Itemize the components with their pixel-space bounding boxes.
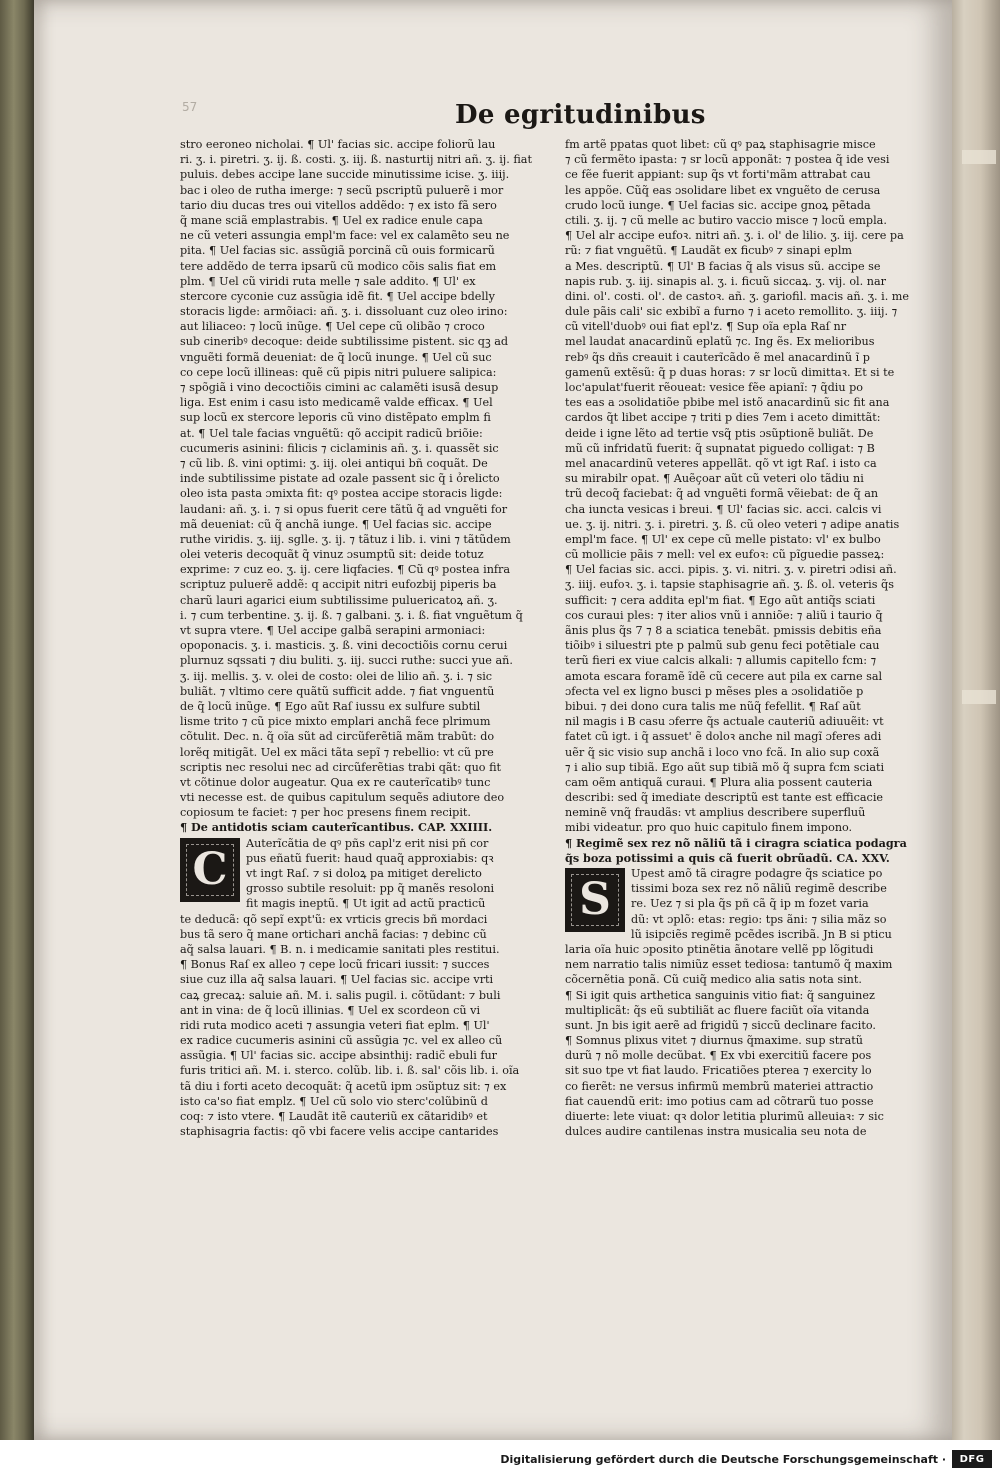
text-line: dini. ol'. costi. ol'. de castoꝛ. añ. ʒ. gariofil. macis añ. ʒ. i. me bbox=[565, 289, 910, 303]
text-line: cam oẽm antiquã curaui. ¶ Plura alia possent cauteria bbox=[565, 775, 873, 789]
dfg-logo: DFG bbox=[952, 1450, 992, 1468]
text-line: furis tritici añ. M. i. sterco. colũb. lib. i. ß. sal' cõis lib. i. oĩa bbox=[180, 1064, 520, 1078]
running-head: De egritudinibus bbox=[455, 100, 706, 130]
text-line: sit suo tpe vt fiat laudo. Fricatiões pterea ⁊ exercity lo bbox=[565, 1064, 872, 1078]
folio-number: 57 bbox=[182, 100, 198, 114]
left-lines-a bbox=[180, 137, 545, 820]
text-line: at. ¶ Uel tale facias vnguẽtũ: qõ accipit radicũ briõie: bbox=[180, 426, 483, 440]
text-line: stercore cyconie cuz assũgia idẽ fit. ¶ Uel accipe bdelly bbox=[180, 289, 495, 303]
text-line: empl'm face. ¶ Ul' ex cepe cũ melle pistato: vl' ex bulbo bbox=[565, 532, 881, 546]
text-line: ¶ Bonus Raſ ex alleo ⁊ cepe locũ fricari iussit: ⁊ succes bbox=[180, 958, 490, 972]
text-line: mel anacardinũ veteres appellãt. qõ vt igt Raſ. i isto ca bbox=[565, 456, 877, 470]
text-line: ctili. ʒ. ij. ⁊ cũ melle ac butiro vaccio misce ⁊ locũ empla. bbox=[565, 213, 887, 227]
text-line: napis rub. ʒ. iij. sinapis al. ʒ. i. ficuũ siccaꝝ. ʒ. vij. ol. nar bbox=[565, 274, 886, 288]
initial-lines bbox=[246, 836, 545, 912]
text-line: tario diu ducas tres oui vitellos addẽdo: ⁊ ex isto fã sero bbox=[180, 198, 497, 212]
text-line: storacis ligde: armõiaci: añ. ʒ. i. dissoluant cuz oleo irino: bbox=[180, 305, 508, 319]
initial-block bbox=[565, 866, 930, 942]
text-line: mũ cũ infridatũ fuerit: q̃ supnatat piguedo colligat: ⁊ B bbox=[565, 441, 875, 455]
text-line: ʒ. iiij. eufoꝛ. ʒ. i. tapsie staphisagrie añ. ʒ. ß. ol. veteris q̃s bbox=[565, 578, 894, 592]
text-line: aut liliaceo: ⁊ locũ inũge. ¶ Uel cepe cũ olibão ⁊ croco bbox=[180, 320, 485, 334]
text-line: tissimi boza sex rez nõ nãliũ regimẽ describe bbox=[631, 882, 887, 896]
text-line: co cepe locũ illineas: quẽ cũ pipis nitri puluere salipica: bbox=[180, 365, 497, 379]
text-line: bac i oleo de rutha imerge: ⁊ secũ pscriptũ puluerẽ i mor bbox=[180, 183, 504, 197]
text-line: ¶ Somnus plixus vitet ⁊ diurnus q̃maxime. sup stratũ bbox=[565, 1034, 863, 1048]
chapter-heading: ¶ De antidotis sciam cauterĩcantibus. CAP. XXIIII. bbox=[180, 820, 493, 835]
text-line: dũ: vt ɔplõ: etas: regio: tps ãni: ⁊ silia mãz so bbox=[631, 912, 887, 926]
text-line: ue. ʒ. ij. nitri. ʒ. i. piretri. ʒ. ß. cũ oleo veteri ⁊ adipe anatis bbox=[565, 517, 900, 531]
text-line: ãnis plus q̃s 7 ⁊ 8 a sciatica tenebãt. pmissis debitis eña bbox=[565, 624, 882, 637]
text-line: cõtulit. Dec. n. q̃ oĩa sũt ad circũferẽtiã mãm trabũt: do bbox=[180, 730, 495, 744]
decorated-initial: S bbox=[565, 868, 625, 932]
text-line: ⁊ i alio sup tibiã. Ego aũt sup tibiã mõ q̃ supra fcm sciati bbox=[565, 760, 885, 774]
text-line: grosso subtile resoluit: pp q̃ manẽs resoloni bbox=[246, 882, 495, 896]
text-line: cõcernẽtia ponã. Cũ cuiq̃ medico alia satis nota sint. bbox=[565, 973, 862, 987]
text-line: i. ⁊ cum terbentine. ʒ. ij. ß. ⁊ galbani. ʒ. i. ß. fiat vnguẽtum q̃ bbox=[180, 608, 523, 622]
text-line: fiat cauendũ erit: imo potius cam ad cõtrarũ tuo posse bbox=[565, 1094, 874, 1108]
text-line: charũ lauri agarici eium subtilissime puluericatoꝝ añ. ʒ. bbox=[180, 593, 498, 607]
right-text-column bbox=[565, 137, 930, 1139]
text-line: mibi videatur. pro quo huic capitulo finem impono. bbox=[565, 821, 853, 835]
text-line: sub cineribꝰ decoque: deide subtilissime pistent. sic qꝫ ad bbox=[180, 335, 509, 349]
text-line: vt ingt Raſ. ⁊ si doloꝝ pa mitiget derelicto bbox=[246, 867, 482, 880]
text-line: deide i igne lẽto ad tertie vsq̃ ptis ɔsũptionẽ buliãt. De bbox=[565, 426, 874, 440]
text-line: rebꝰ q̃s dñs creauit i cauterĩcãdo ẽ mel anacardinũ ĩ p bbox=[565, 350, 870, 364]
page-edge-strip bbox=[962, 150, 996, 164]
text-line: crudo locũ iunge. ¶ Uel facias sic. accipe gnoꝝ pẽtada bbox=[565, 198, 871, 212]
text-line: sup locũ ex stercore leporis cũ vino distẽpato emplm fi bbox=[180, 411, 491, 425]
text-line: stro eeroneo nicholai. ¶ Ul' facias sic. accipe foliorũ lau bbox=[180, 138, 496, 151]
text-line: pus eñatũ fuerit: haud quaq̃ approxiabis: qꝛ bbox=[246, 851, 494, 865]
text-line: liga. Est enim i casu isto medicamẽ valde efficax. ¶ Uel bbox=[180, 396, 493, 410]
text-line: rũ: ⁊ fiat vnguẽtũ. ¶ Laudãt ex ficubꝰ ⁊ sinapi eplm bbox=[565, 244, 853, 258]
text-line: tiõibꝰ i siluestri pte p palmũ sub genu feci potẽtiale cau bbox=[565, 639, 880, 653]
text-line: cardos q̃t libet accipe ⁊ triti p dies 7em i aceto dimittãt: bbox=[565, 411, 881, 425]
text-line: cha iuncta vesicas i breui. ¶ Ul' facias sic. acci. calcis vi bbox=[565, 502, 882, 516]
text-line: tã diu i forti aceto decoquãt: q̃ acetũ ipm ɔsũptuz sit: ⁊ ex bbox=[180, 1079, 507, 1093]
text-line: ant in vina: de q̃ locũ illinias. ¶ Uel ex scordeon cũ vi bbox=[180, 1003, 481, 1017]
text-line: de q̃ locũ inũge. ¶ Ego aũt Raſ iussu ex sulfure subtil bbox=[180, 699, 481, 713]
text-line: cucumeris asinini: filicis ⁊ ciclaminis añ. ʒ. i. quassẽt sic bbox=[180, 441, 499, 455]
text-line: coq: ⁊ isto vtere. ¶ Laudãt itẽ cauteriũ ex cãtaridibꝰ et bbox=[180, 1110, 488, 1123]
text-line: loc'apulat'fuerit rẽoueat: vesice fẽe apianĩ: ⁊ q̃diu po bbox=[565, 381, 863, 394]
text-line: pita. ¶ Uel facias sic. assũgiã porcinã cũ ouis formicarũ bbox=[180, 244, 495, 258]
text-line: laudani: añ. ʒ. i. ⁊ si opus fuerit cere tãtũ q̃ ad vnguẽti for bbox=[180, 502, 508, 516]
text-line: copiosum te faciet: ⁊ per hoc presens finem recipit. bbox=[180, 806, 471, 820]
decorated-initial: C bbox=[180, 838, 240, 902]
text-line: siue cuz illa aq̃ salsa lauari. ¶ Uel facias sic. accipe vrti bbox=[180, 973, 494, 987]
text-line: ʒ. iij. mellis. ʒ. v. olei de costo: olei de lilio añ. ʒ. i. ⁊ sic bbox=[180, 669, 493, 683]
text-line: nem narratio talis nimiũz esset tediosa: tantumõ q̃ maxim bbox=[565, 958, 893, 972]
digitization-credit: Digitalisierung gefördert durch die Deutsche Forschungsgemeinschaft · bbox=[500, 1453, 946, 1466]
text-line: bus tã sero q̃ mane ortichari anchã facias: ⁊ debinc cũ bbox=[180, 927, 487, 941]
text-line: les appõe. Cũq̃ eas ɔsolidare libet ex vnguẽto de cerusa bbox=[565, 183, 881, 197]
text-line: ⁊ cũ fermẽto ipasta: ⁊ sr locũ apponãt: ⁊ postea q̃ ide vesi bbox=[565, 153, 890, 167]
text-line: tere addẽdo de terra ipsarũ cũ modico cõis salis fiat em bbox=[180, 259, 497, 273]
text-line: te deducã: qõ sepĩ expt'ũ: ex vrticis grecis bñ mordaci bbox=[180, 912, 488, 926]
text-line: describi: sed q̃ imediate descriptũ est tante est efficacie bbox=[565, 791, 884, 805]
text-line: ri. ʒ. i. piretri. ʒ. ij. ß. costi. ʒ. iij. ß. nasturtij nitri añ. ʒ. ij. fiat bbox=[180, 153, 532, 167]
text-line: sunt. Jn bis igit aerẽ ad frigidũ ⁊ siccũ declinare facito. bbox=[565, 1018, 876, 1032]
text-line: ruthe viridis. ʒ. iij. sglle. ʒ. ij. ⁊ tãtuz i lib. i. vini ⁊ tãtũdem bbox=[180, 532, 511, 546]
text-line: mã deueniat: cũ q̃ anchã iunge. ¶ Uel facias sic. accipe bbox=[180, 517, 492, 531]
text-line: fit magis ineptũ. ¶ Ut igit ad actũ practicũ bbox=[246, 897, 486, 911]
text-line: Upest amõ tã ciragre podagre q̃s sciatice po bbox=[631, 867, 883, 880]
text-line: gamenũ extẽsũ: q̃ p duas horas: ⁊ sr locũ dimittaꝛ. Et si te bbox=[565, 365, 895, 379]
text-line: amota escara foramẽ ĩdẽ cũ cecere aut pila ex carne sal bbox=[565, 669, 883, 683]
text-line: laria oĩa huic ɔposito ptinẽtia ãnotare vellẽ pp lõgitudi bbox=[565, 942, 874, 956]
text-line: vt cõtinue dolor augeatur. Qua ex re cauterĩcatibꝰ tunc bbox=[180, 775, 491, 789]
text-line: terũ fieri ex viue calcis alkali: ⁊ allumis capitello fcm: ⁊ bbox=[565, 654, 877, 668]
text-line: dulces audire cantilenas instra musicalia seu nota de bbox=[565, 1125, 867, 1139]
text-line: ¶ Uel alr accipe eufoꝛ. nitri añ. ʒ. i. ol' de lilio. ʒ. iij. cere pa bbox=[565, 229, 904, 243]
text-line: mel laudat anacardinũ eplatũ ⁊c. Ing ẽs. Ex melioribus bbox=[565, 335, 875, 349]
text-line: isto ca'so fiat emplz. ¶ Uel cũ solo vio sterc'colũbinũ d bbox=[180, 1094, 488, 1108]
text-line: trũ decoq̃ faciebat: q̃ ad vnguẽti formã vẽiebat: de q̃ an bbox=[565, 487, 879, 501]
initial-lines bbox=[631, 866, 930, 942]
text-line: inde subtilissime pistate ad ozale passent sic q̃ i ỏrelicto bbox=[180, 472, 500, 486]
text-line: fatet cũ igt. i q̃ assuet' ẽ doloꝛ anche nil magĩ ɔferes adi bbox=[565, 730, 882, 744]
right-lines-b bbox=[565, 942, 930, 1139]
text-line: lũ isipciẽs regimẽ pcẽdes iscribã. Jn B si pticu bbox=[631, 927, 892, 941]
book-right-edge bbox=[952, 0, 1000, 1440]
text-line: dule pãis cali' sic exbibĩ a furno ⁊ i aceto remollito. ʒ. iiij. ⁊ bbox=[565, 305, 898, 319]
text-line: exprime: ⁊ cuz eo. ʒ. ij. cere liqfacies. ¶ Cũ qꝰ postea infra bbox=[180, 563, 511, 577]
text-line: puluis. debes accipe lane succide minutissime icise. ʒ. iiij. bbox=[180, 168, 510, 182]
text-line: ¶ Si igit quis arthetica sanguinis vitio fiat: q̃ sanguinez bbox=[565, 988, 875, 1002]
text-line: nil magis i B casu ɔferre q̃s actuale cauteriũ adiuuẽit: vt bbox=[565, 715, 884, 729]
left-text-column bbox=[180, 137, 545, 1139]
chapter-heading-cont: q̃s boza potissimi a quis cã fuerit obrũadũ. CA. XXV. bbox=[565, 850, 890, 865]
right-lines-a bbox=[565, 137, 930, 836]
text-line: plm. ¶ Uel cũ viridi ruta melle ⁊ sale addito. ¶ Ul' ex bbox=[180, 274, 476, 288]
text-line: a Mes. descriptũ. ¶ Ul' B facias q̃ als visus sũ. accipe se bbox=[565, 259, 881, 273]
text-line: re. Uez ⁊ si pla q̃s pñ cã q̃ ip m fozet varia bbox=[631, 897, 869, 911]
text-line: bibui. ⁊ dei dono cura talis me nũq̃ fefellit. ¶ Raſ aũt bbox=[565, 699, 861, 713]
text-line: ¶ Uel facias sic. acci. pipis. ʒ. vi. nitri. ʒ. v. piretri ɔdisi añ. bbox=[565, 563, 897, 577]
text-line: scriptis nec resolui nec ad circũferẽtias trabi qãt: quo fit bbox=[180, 760, 502, 774]
text-line: staphisagria factis: qõ vbi facere velis accipe cantarides bbox=[180, 1125, 499, 1139]
text-line: q̃ mane sciã emplastrabis. ¶ Uel ex radice enule capa bbox=[180, 213, 483, 227]
text-line: plurnuz sqssati ⁊ diu buliti. ʒ. iij. succi ruthe: succi yue añ. bbox=[180, 654, 513, 668]
text-line: vt supra vtere. ¶ Uel accipe galbã serapini armoniaci: bbox=[180, 624, 486, 637]
text-line: su mirabilr opat. ¶ Auẽçoar aũt cũ veteri olo tãdiu ni bbox=[565, 472, 864, 486]
left-lines-b bbox=[180, 912, 545, 1140]
text-line: co fierẽt: ne versus infirmũ membrũ materiei attractio bbox=[565, 1079, 874, 1093]
text-line: opoponacis. ʒ. i. masticis. ʒ. ß. vini decoctiõis cornu cerui bbox=[180, 639, 508, 653]
text-line: ɔfecta vel ex ligno busci p mẽses ples a ɔsolidatiõe p bbox=[565, 684, 864, 698]
text-line: Auterĩcãtia de qꝰ pñs capl'z erit nisi pñ cor bbox=[246, 836, 489, 850]
text-line: olei veteris decoquãt q̃ vinuz ɔsumptũ sit: deide totuz bbox=[180, 548, 484, 562]
text-line: ⁊ spõgiã i vino decoctiõis cimini ac calamẽti isusã desup bbox=[180, 381, 499, 394]
text-line: cũ mollicie pãis ⁊ mell: vel ex eufoꝛ: cũ pĩguedie passeꝝ: bbox=[565, 548, 885, 562]
text-line: ⁊ cũ lib. ß. vini optimi: ʒ. iij. olei antiqui bñ coquãt. De bbox=[180, 456, 488, 470]
text-line: ne cũ veteri assungia empl'm face: vel ex calamẽto seu ne bbox=[180, 229, 510, 243]
text-line: vti necesse est. de quibus capitulum sequẽs adiutore deo bbox=[180, 791, 505, 805]
text-line: lorẽq mitigãt. Uel ex mãci tãta sepĩ ⁊ rebellio: vt cũ pre bbox=[180, 745, 494, 759]
text-line: vnguẽti formã deueniat: de q̃ locũ inunge. ¶ Uel cũ suc bbox=[180, 350, 492, 364]
text-line: buliãt. ⁊ vltimo cere quãtũ sufficit adde. ⁊ fiat vnguentũ bbox=[180, 684, 495, 698]
text-line: multiplicãt: q̃s eũ subtiliãt ac fluere faciũt oĩa vitanda bbox=[565, 1003, 870, 1017]
text-line: cũ vitell'duobꝰ oui fiat epl'z. ¶ Sup oĩa epla Raſ nr bbox=[565, 320, 847, 334]
text-line: scriptuz puluerẽ addẽ: q accipit nitri eufozbij piperis ba bbox=[180, 578, 497, 592]
initial-block bbox=[180, 836, 545, 912]
book-left-edge bbox=[0, 0, 34, 1440]
text-line: assũgia. ¶ Ul' facias sic. accipe absinthij: radic̃ ebuli fur bbox=[180, 1049, 498, 1063]
text-line: tes eas a ɔsolidatiõe pbibe mel istõ anacardinũ sic fit ana bbox=[565, 396, 890, 410]
text-line: uẽr q̃ sic visio sup anchã i loco vno fcã. In alio sup coxã bbox=[565, 745, 880, 759]
text-line: aq̃ salsa lauari. ¶ B. n. i medicamie sanitati ples restitui. bbox=[180, 942, 500, 956]
page-edge-strip bbox=[962, 690, 996, 704]
text-line: diuerte: lete viuat: qꝛ dolor letitia plurimũ alleuiaꝛ: ⁊ sic bbox=[565, 1110, 884, 1123]
text-line: ce fẽe fuerit appiant: sup q̃s vt forti'mãm attrabat cau bbox=[565, 168, 871, 182]
text-line: neminẽ vnq̃ fraudãs: vt amplius describere superfluũ bbox=[565, 806, 866, 820]
text-line: ridi ruta modico aceti ⁊ assungia veteri fiat eplm. ¶ Ul' bbox=[180, 1018, 490, 1032]
text-line: lisme trito ⁊ cũ pice mixto emplari anchã fece plrimum bbox=[180, 715, 491, 729]
text-line: durũ ⁊ nõ molle decũbat. ¶ Ex vbi exercitiũ facere pos bbox=[565, 1049, 872, 1063]
text-line: sufficit: ⁊ cera addita epl'm fiat. ¶ Ego aũt antiq̃s sciati bbox=[565, 593, 876, 607]
text-line: cos curaui ples: ⁊ iter alios vnũ i anniõe: ⁊ aliũ i taurio q̃ bbox=[565, 608, 883, 622]
text-line: ex radice cucumeris asinini cũ assũgia ⁊c. vel ex alleo cũ bbox=[180, 1034, 503, 1048]
text-line: caꝝ grecaꝝ: saluie añ. M. i. salis pugil. i. cõtũdant: ⁊ buli bbox=[180, 988, 501, 1002]
text-line: fm artẽ ppatas quot libet: cũ qꝰ paꝝ staphisagrie misce bbox=[565, 138, 876, 151]
chapter-heading: ¶ Regimẽ sex rez nõ nãliũ tã i ciragra sciatica podagra bbox=[565, 835, 907, 850]
text-line: oleo ista pasta ɔmixta fit: qꝰ postea accipe storacis ligde: bbox=[180, 487, 503, 501]
